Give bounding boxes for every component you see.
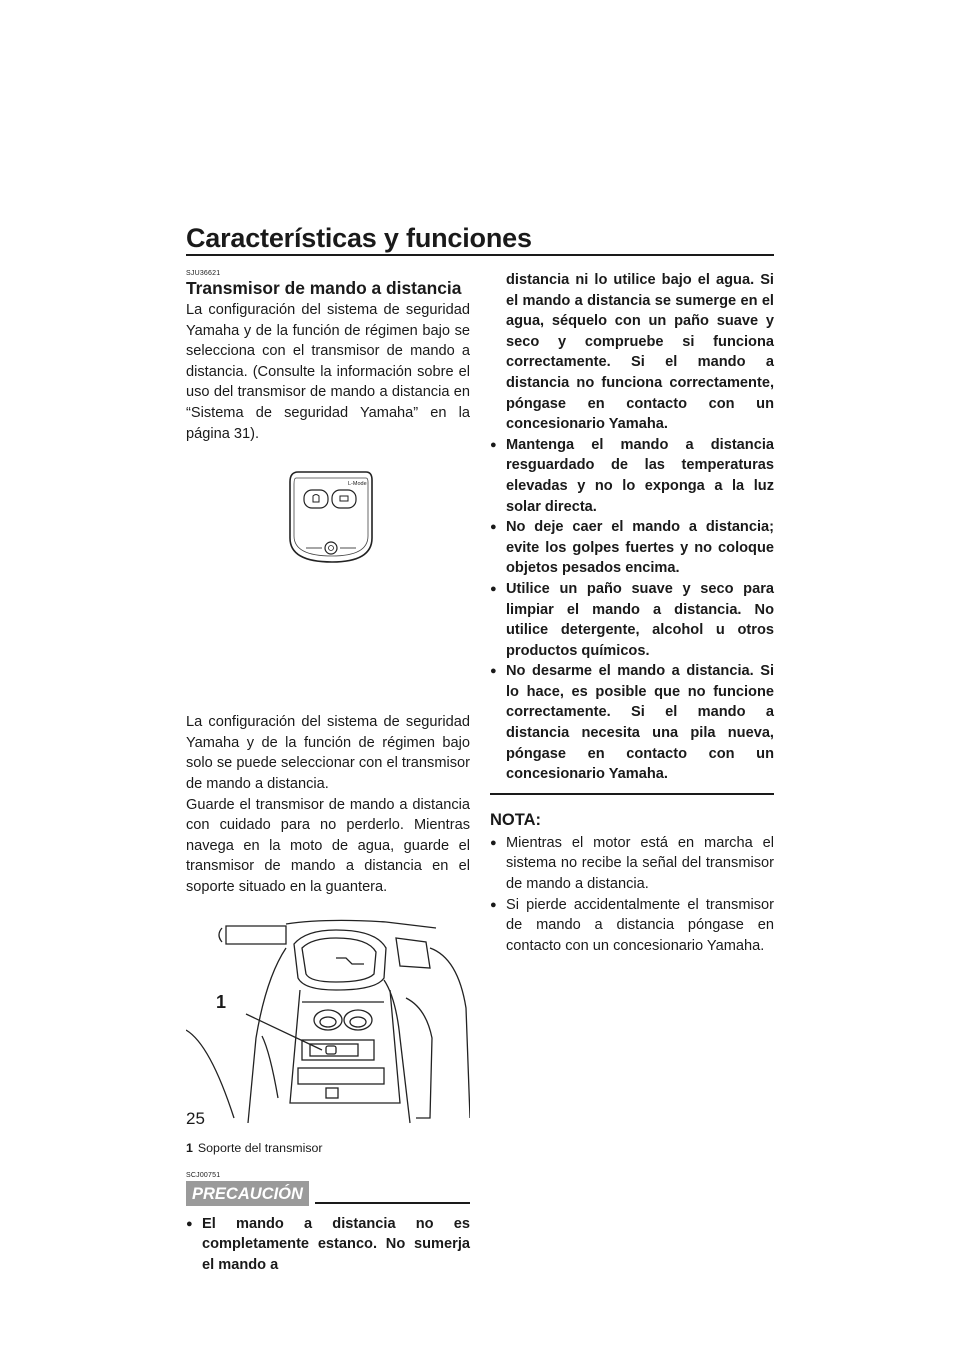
caution-item-1-part-2: distancia ni lo utilice bajo el agua. Si el mando a distancia se sumerge en el agua, séquelo con un paño suave y seco y compruebe si funciona correctamente. Si el mando a distancia no funciona correctamente, póngase en contacto con un concesionario Yamaha.: [506, 272, 774, 433]
page-title: Características y funciones: [186, 223, 532, 253]
caution-end-rule: [490, 793, 774, 795]
caution-list-right: [490, 435, 774, 785]
paragraph-3: Guarde el transmisor de mando a distancia con cuidado para no perderlo. Mientras navega en la moto de agua, guarde el transmisor de mando a distancia en el soporte situado en la guantera.: [186, 796, 470, 895]
caution-block: [186, 1172, 470, 1276]
caution-item-2: ● Mantenga el mando a distancia resguardado de las temperaturas elevadas y no lo exponga a la luz solar directa.: [490, 435, 774, 517]
paragraph-2: La configuración del sistema de seguridad Yamaha y de la función de régimen bajo solo se puede seleccionar con el transmisor de mando a distancia.: [186, 714, 470, 792]
caution-header-rule: [315, 1202, 470, 1204]
page-number: 25: [186, 1109, 205, 1128]
remote-mode-label: L-Mode: [348, 481, 367, 488]
intro-paragraph: La configuración del sistema de seguridad Yamaha y de la función de régimen bajo se selecciona con el transmisor de mando a distancia. (Consulte la información sobre el uso del transmisor de mando a distancia en “Sistema de seguridad Yamaha” en la página 31).: [186, 302, 470, 442]
caution-item-4: ● Utilice un paño suave y seco para limpiar el mando a distancia. No utilice detergente, alcohol u otros productos químicos.: [490, 579, 774, 661]
caution-list-left: [186, 1214, 470, 1276]
note-heading: NOTA:: [490, 810, 542, 829]
figure-caption: [186, 1140, 470, 1156]
title-rule: [186, 254, 774, 256]
caution-badge: PRECAUCIÓN: [186, 1181, 309, 1206]
note-list: [490, 833, 774, 957]
section-code: SJU36621: [186, 270, 221, 277]
note-item-1: ● Mientras el motor está en marcha el sistema no recibe la señal del transmisor de mando a distancia.: [490, 833, 774, 895]
remote-transmitter-illustration: [286, 468, 376, 566]
caution-item-1-part-1: ● El mando a distancia no es completamente estanco. No sumerja el mando a: [186, 1214, 470, 1276]
section-heading: Transmisor de mando a distancia: [186, 278, 462, 298]
caution-item-5: ● No desarme el mando a distancia. Si lo hace, es posible que no funcione correctamente. Si el mando a distancia necesita una pila nueva, póngase en contacto con un concesionario Yamaha.: [490, 661, 774, 785]
glovebox-illustration: [186, 918, 470, 1138]
remote-transmitter-figure: [186, 458, 470, 698]
caution-code: SCJ00751: [186, 1171, 221, 1179]
caption-number: 1: [186, 1140, 193, 1155]
figure-callout-1: 1: [216, 991, 227, 1012]
left-column: [186, 270, 470, 1275]
caution-item-3: ● No deje caer el mando a distancia; evite los golpes fuertes y no coloque objetos pesados encima.: [490, 517, 774, 579]
caption-text: Soporte del transmisor: [197, 1140, 323, 1155]
caution-header: [186, 1180, 470, 1206]
glovebox-figure: [186, 918, 470, 1138]
right-column: [490, 270, 774, 956]
note-item-2: ● Si pierde accidentalmente el transmisor de mando a distancia póngase en contacto con un concesionario Yamaha.: [490, 895, 774, 957]
